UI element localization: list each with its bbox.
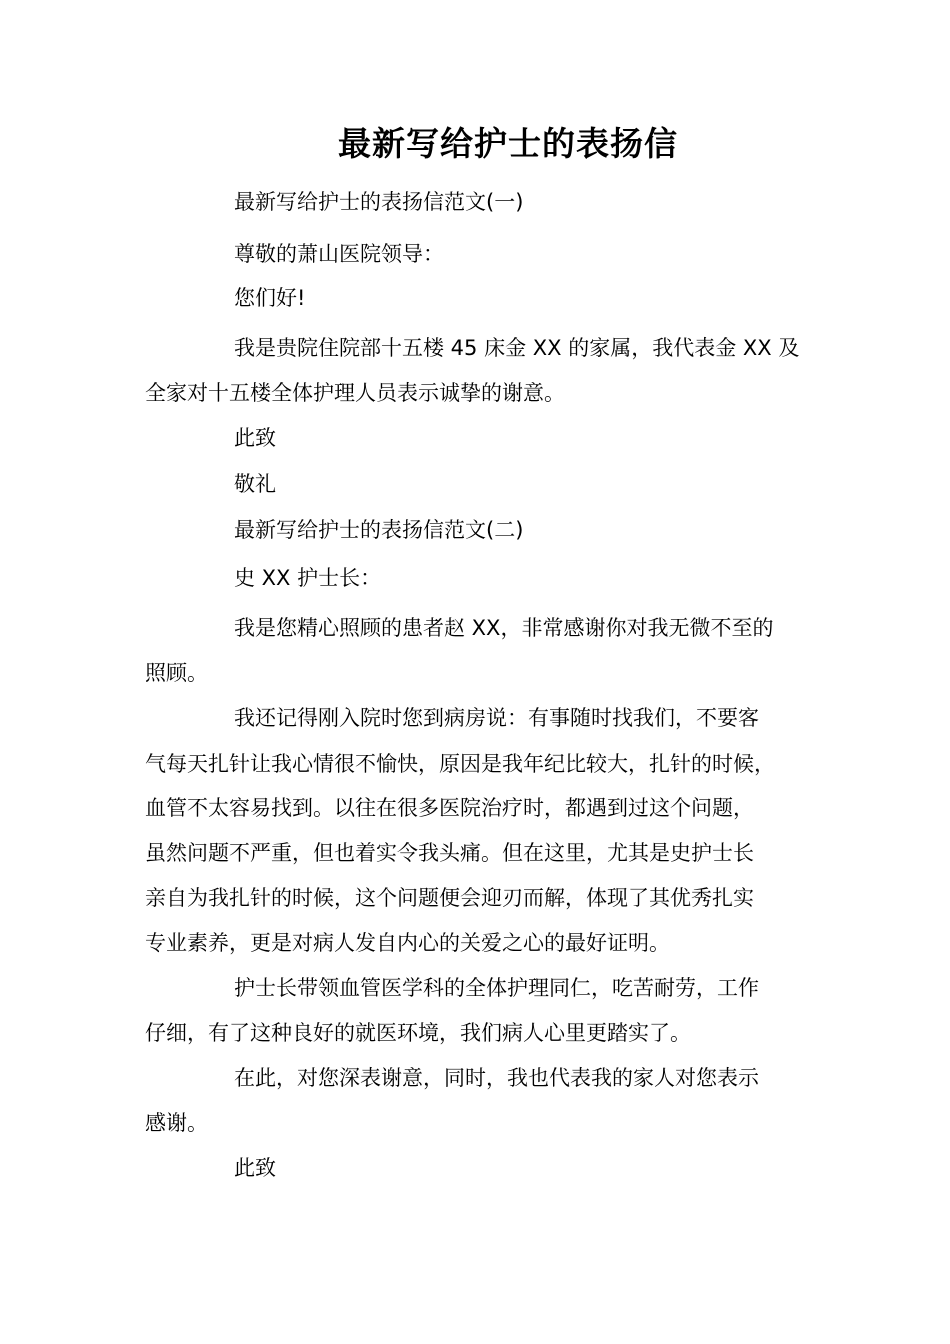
body-line: 全家对十五楼全体护理人员表示诚挚的谢意。: [145, 381, 565, 405]
body-line: 护士长带领血管医学科的全体护理同仁，吃苦耐劳，工作: [234, 976, 759, 1000]
body-line: 感谢。: [145, 1111, 208, 1135]
closing-line: 敬礼: [234, 472, 276, 496]
salutation: 史 XX 护士长：: [234, 566, 382, 590]
body-line: 照顾。: [145, 661, 208, 685]
section-heading-2: 最新写给护士的表扬信范文(二): [234, 518, 524, 542]
body-line: 我是您精心照顾的患者赵 XX，非常感谢你对我无微不至的: [234, 616, 774, 640]
closing-line: 此致: [234, 1156, 276, 1180]
body-line: 在此，对您深表谢意，同时，我也代表我的家人对您表示: [234, 1066, 759, 1090]
body-line: 我是贵院住院部十五楼 45 床金 XX 的家属，我代表金 XX 及: [234, 336, 800, 360]
body-line: 专业素养，更是对病人发自内心的关爱之心的最好证明。: [145, 931, 670, 955]
body-line: 气每天扎针让我心情很不愉快，原因是我年纪比较大，扎针的时候，: [145, 752, 775, 776]
closing-line: 此致: [234, 426, 276, 450]
body-line: 我还记得刚入院时您到病房说：有事随时找我们，不要客: [234, 706, 759, 730]
body-line: 亲自为我扎针的时候，这个问题便会迎刃而解，体现了其优秀扎实: [145, 886, 754, 910]
section-heading-1: 最新写给护士的表扬信范文(一): [234, 190, 524, 214]
salutation: 尊敬的萧山医院领导：: [234, 242, 444, 266]
body-line: 血管不太容易找到。以往在很多医院治疗时，都遇到过这个问题，: [145, 796, 754, 820]
greeting: 您们好!: [234, 286, 306, 310]
document-title: 最新写给护士的表扬信: [338, 124, 678, 163]
body-line: 虽然问题不严重，但也着实令我头痛。但在这里，尤其是史护士长: [145, 841, 754, 865]
body-line: 仔细，有了这种良好的就医环境，我们病人心里更踏实了。: [145, 1021, 691, 1045]
